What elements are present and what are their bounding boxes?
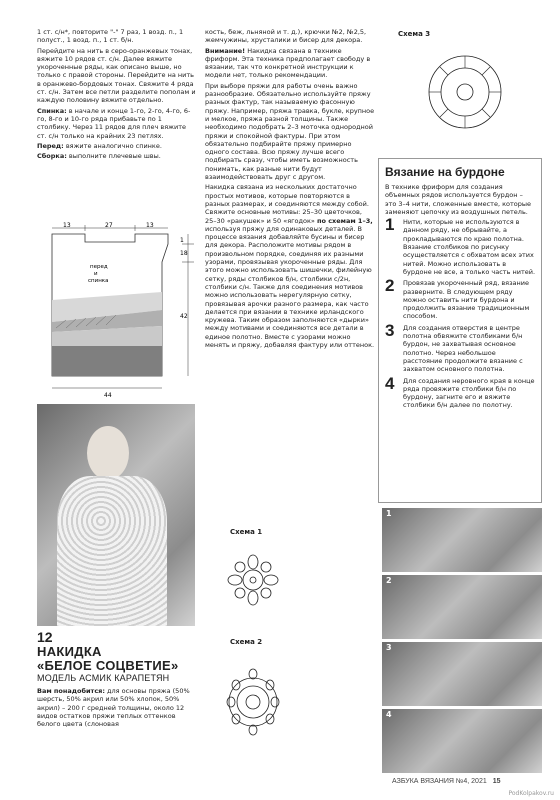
front-label: Перед:	[37, 141, 64, 150]
step-number: 1	[385, 215, 395, 235]
model-figure	[87, 426, 129, 480]
schema-3-diagram	[420, 40, 510, 150]
article-number: 12	[37, 629, 53, 645]
step-text: Нити, которые не используются в данном ряду, не обрывайте, а прокладываются по краю полотна. Вязание столбиков по рисунку осуществляется с обхватом всех этих нитей. Можно использовать в бурдоне не все, а только часть нитей.	[403, 218, 536, 276]
article-title-line1: НАКИДКА	[37, 644, 102, 659]
box-title: Вязание на бурдоне	[385, 165, 505, 179]
step-text: Провязав укороченный ряд, вязание разверните. В следующем ряду можно оставить нити бурдона и продолжить вязание традиционным способом.	[403, 279, 530, 321]
attention-text: Накидка связана в технике фриформ. Эта техника предполагает свободу в вязании, так что конкретной инструкции к модели нет, только рекомендации.	[205, 46, 371, 80]
piece-label: спинка	[88, 278, 109, 284]
schema-1-title: Схема 1	[230, 528, 263, 536]
piece-label: перед	[90, 264, 108, 270]
text-paragraph: кость, беж, льняной и т. д.), крючки №2, №2,5, жемчужины, хрусталики и бисер для декора.	[205, 28, 367, 45]
assembly-label: Сборка:	[37, 152, 67, 161]
step-photo-4	[382, 709, 542, 773]
text-run-bold: по схемам 1–3,	[316, 216, 373, 225]
dim-bottom: 44	[104, 392, 112, 399]
back-label: Спинка:	[37, 106, 67, 115]
dim-top-left: 13	[63, 222, 71, 229]
schema-3-title: Схема 3	[398, 30, 431, 38]
text-paragraph: Перейдите на нить в серо-оранжевых тонах, вяжите 10 рядов ст. с/н. Далее вяжите укороченные ряды, как описано выше, но только с правой стороны. Перейдите на нить в оранжево-бордовых тонах. Свяжите 4 ряда ст. с/н. Затем все петли разделите пополам и каждую половину вяжите отдельно.	[37, 46, 196, 105]
column-left	[37, 28, 197, 162]
schema-2-title: Схема 2	[230, 638, 263, 646]
step-2	[385, 276, 535, 321]
pattern-drawing	[30, 222, 200, 400]
schema-2-diagram	[222, 650, 284, 760]
step-photo-3	[382, 642, 542, 706]
text-paragraph	[205, 47, 375, 80]
materials-label: Вам понадобится:	[37, 687, 105, 695]
step-photo-1	[382, 508, 542, 572]
schema-1-diagram	[225, 540, 281, 620]
article-title-line2: «БЕЛОЕ СОЦВЕТИЕ»	[37, 658, 179, 673]
magazine-title: АЗБУКА ВЯЗАНИЯ №4, 2021	[392, 778, 487, 785]
box-intro: В технике фриформ для создания объемных рядов используется бурдон – это 3–4 нити, сложенные вместе, которые заменяют цепочку из воздушных петель.	[385, 183, 532, 216]
text-paragraph: 1 ст. с/н*, повторите "-" 7 раз, 1 возд. п., 1 полуст., 1 возд. п., 1 ст. б/н.	[37, 28, 184, 45]
column-middle	[205, 28, 375, 351]
text-run: Накидка связана из нескольких достаточно простых мотивов, которые повторяются в разных размерах, и соединяются между собой. Свяжите основные мотивы: 25–30 цветочков, 25–30 «ракушек» и 50 «ягодок»	[205, 183, 369, 225]
photo-number: 2	[386, 576, 392, 585]
step-1	[385, 215, 536, 276]
assembly-text: выполните плечевые швы.	[66, 152, 161, 161]
step-4	[385, 373, 535, 410]
model-photo	[37, 404, 195, 626]
stripe-dark	[52, 346, 162, 376]
dim-right-1: 1	[180, 237, 184, 244]
dim-right-3: 42	[180, 313, 188, 320]
text-paragraph: При выборе пряжи для работы очень важно разнообразие. Обязательно используйте пряжу разных фактур, так называемую фасонную пряжу. Например, пряжа травка, букле, крупное и мелкое, пряжа разной толщины. Также необходимо подобрать 2–3 моточка однородной пряжи и спокойной фактуры. При этом обязательно подбирайте пряжу примерно одного состава. Всю пряжу лучше всего подбирать сразу, чтобы иметь возможность понимать, как разные нити будут взаимодействовать друг с другом.	[205, 81, 375, 182]
materials-paragraph	[37, 687, 197, 728]
text-run: используя пряжу для одинаковых деталей. В процессе вязания добавляйте бусины и бисер для декора. Расположите мотивы рядом в произвольном порядке, соединяя их разными узорами, провязывая укороченные ряды. Для этого можно использовать шишечки, филейную сетку, ряды столбиков б/н, столбики с/2н, столбики с/н. Также для соединения мотивов можно использовать нерегулярную сетку, провязывая арочки разного размера, как часто делается при вязании в технике ирландского кружева. Таким образом заполняются «дырки» между мотивами и соединяются все детали в единое полотно. Вместе с узорами можно менять и пряжу, добавляя фактуру или оттенок.	[205, 224, 375, 349]
page-footer	[392, 778, 552, 786]
model-shawl	[57, 476, 167, 626]
dim-top-mid: 27	[105, 222, 113, 229]
article-author: МОДЕЛЬ АСМИК КАРАПЕТЯН	[37, 673, 170, 683]
photo-number: 4	[386, 710, 392, 719]
front-text: вяжите аналогично спинке.	[63, 141, 162, 150]
bourdon-box	[378, 158, 542, 503]
step-number: 3	[385, 320, 395, 340]
watermark: PodKolpakov.ru	[508, 790, 554, 797]
text-paragraph	[37, 152, 197, 160]
dim-right-2: 18	[180, 250, 188, 257]
piece-label: и	[94, 271, 98, 277]
text-paragraph	[205, 183, 375, 349]
step-photo-2	[382, 575, 542, 639]
dim-top-right: 13	[146, 222, 154, 229]
back-text: в начале и конце 1-го, 2-го, 4-го, 6-го, 8-го и 10-го ряда прибавьте по 1 столбику. Через 11 рядов для плеч вяжите ст. с/н только на крайних 23 петлях.	[37, 106, 191, 140]
step-number: 4	[385, 373, 395, 393]
photo-number: 3	[386, 643, 392, 652]
page-number: 15	[492, 778, 501, 785]
text-paragraph	[37, 142, 197, 150]
step-text: Для создания неровного края в конце ряда провяжите столбики б/н по бурдону, загните его и вяжите столбики б/н далее по полотну.	[403, 376, 535, 410]
materials-text: для основы пряжа (50% шерсть, 50% акрил или 50% хлопок, 50% акрил) – 200 г средней толщины, около 12 видов остатков пряжи теплых оттенков белого цвета (слоновая	[37, 687, 190, 729]
attention-label: Внимание!	[205, 46, 246, 55]
article-header	[37, 630, 197, 730]
text-paragraph	[37, 107, 197, 140]
photo-number: 1	[386, 509, 392, 518]
step-text: Для создания отверстия в центре полотна обвяжите столбиками б/н бурдон, не захватывая основное полотно. Через небольшое расстояние продолжите вязание с захватом основного полотна.	[403, 323, 523, 374]
step-3	[385, 320, 535, 374]
step-number: 2	[385, 276, 395, 296]
